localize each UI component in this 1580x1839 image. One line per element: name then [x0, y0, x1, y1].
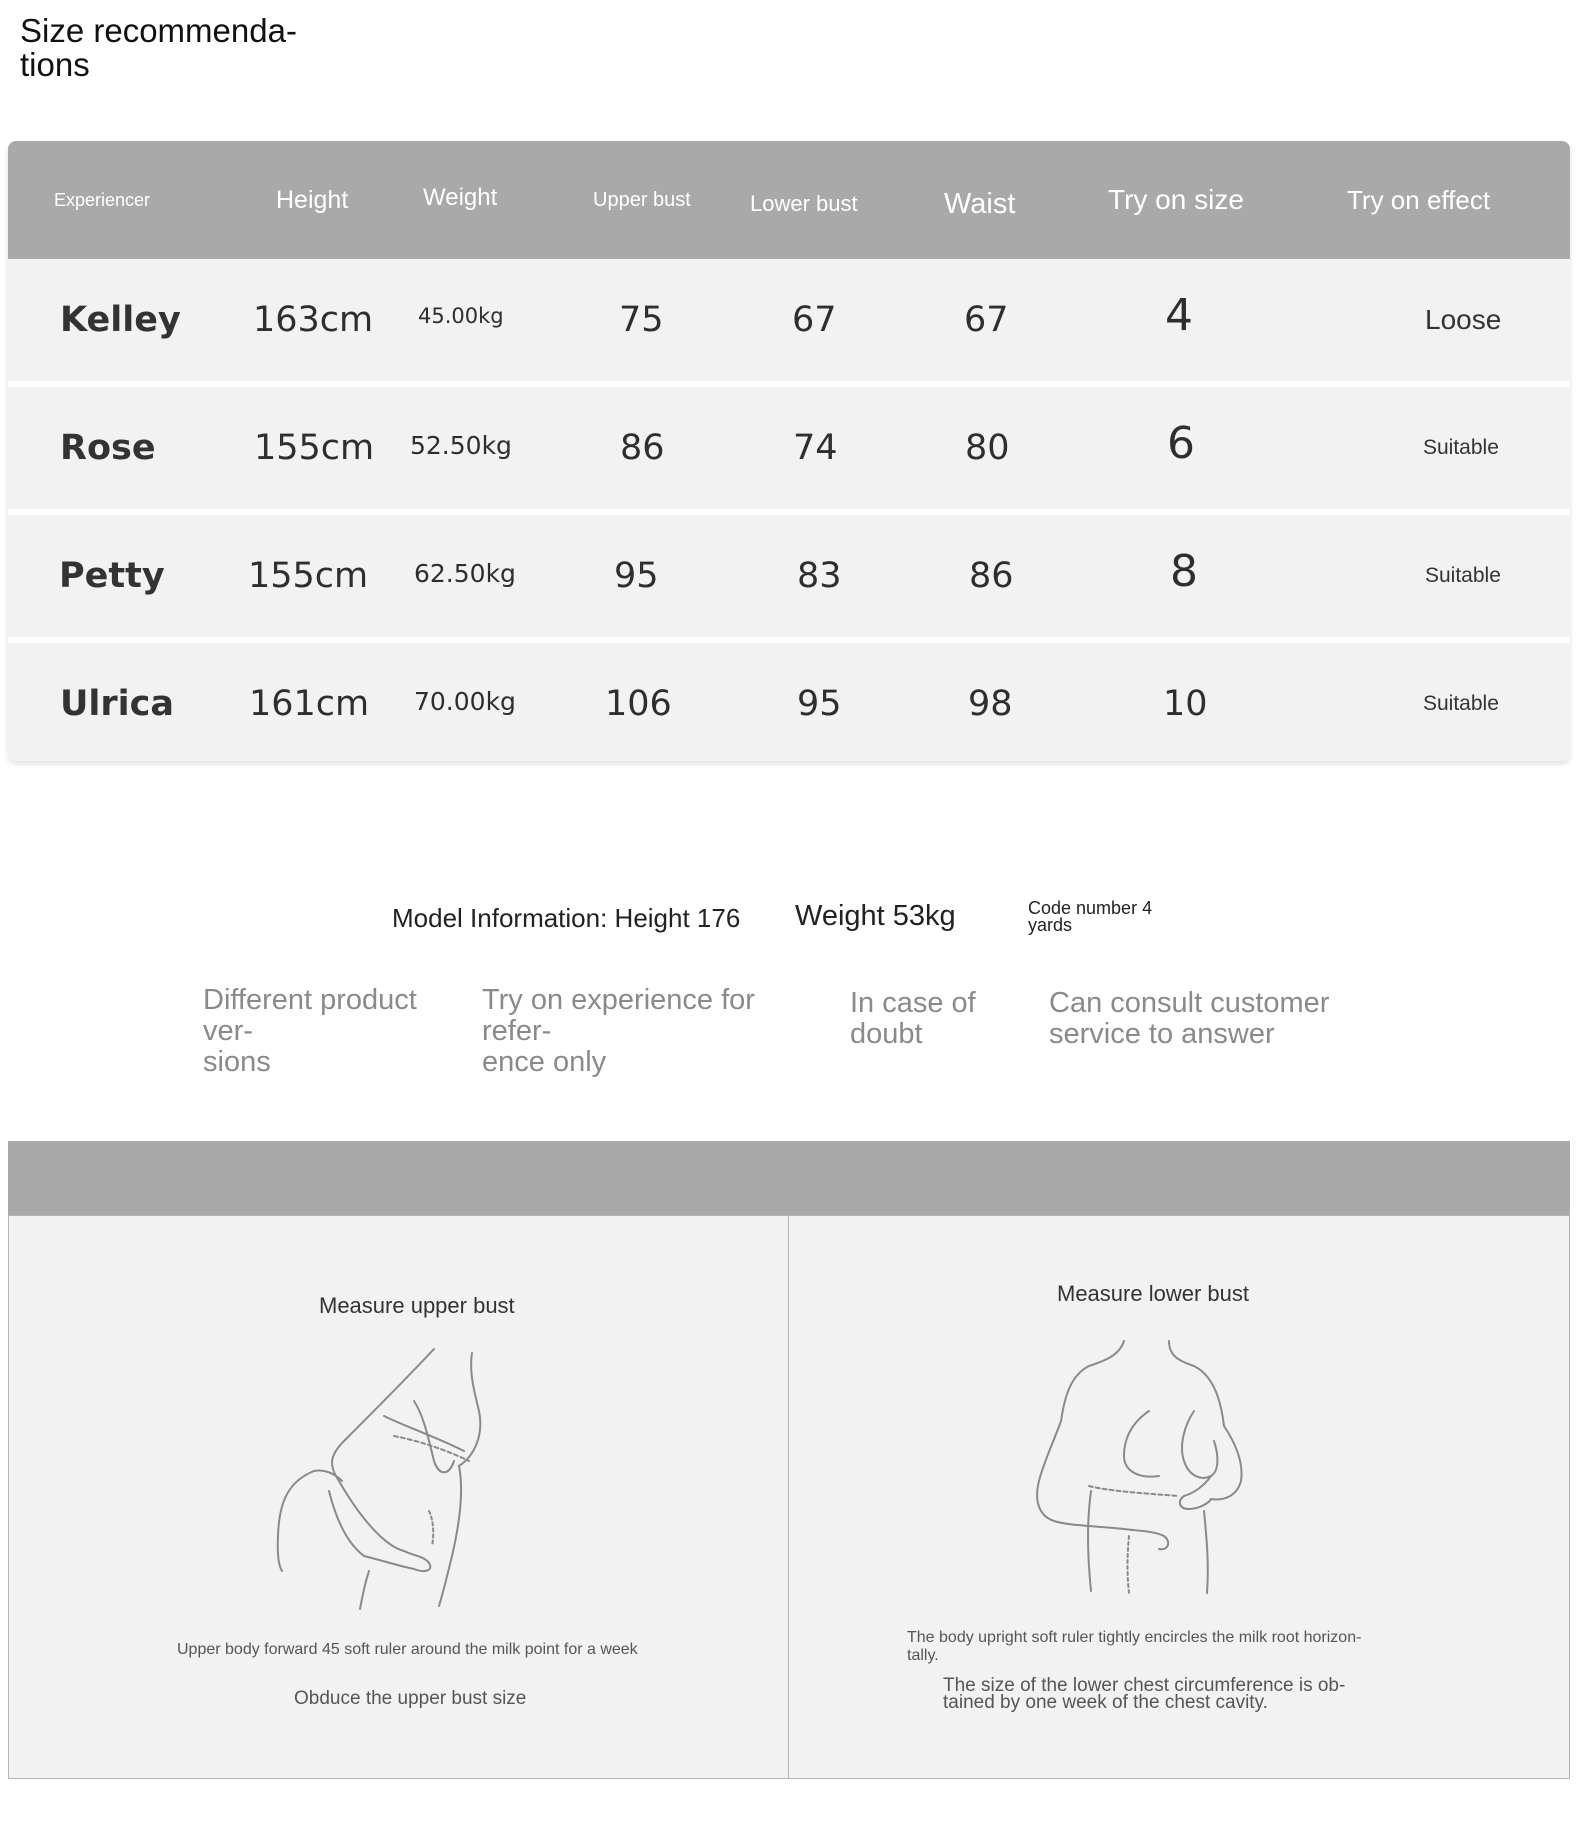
- model-height: Model Information: Height 176: [392, 903, 741, 933]
- cell-height: 155cm: [254, 428, 375, 468]
- cell-upper-bust: 75: [619, 300, 664, 340]
- measure-lower-title: Measure lower bust: [1057, 1281, 1249, 1306]
- cell-upper-bust: 86: [620, 428, 665, 468]
- header-try-on-size: Try on size: [1108, 184, 1244, 215]
- cell-height: 161cm: [249, 684, 370, 724]
- cell-name: Kelley: [60, 300, 181, 340]
- header-experiencer: Experiencer: [54, 190, 151, 210]
- cell-size: 6: [1167, 418, 1195, 469]
- cell-upper-bust: 106: [605, 684, 672, 724]
- table-row: [8, 643, 1570, 761]
- cell-waist: 80: [965, 428, 1010, 468]
- cell-height: 163cm: [253, 300, 374, 340]
- measure-lower-desc: The body upright soft ruler tightly encircles the milk root horizon- tally.: [907, 1629, 1362, 1664]
- lower-bust-figure-icon: [1029, 1331, 1269, 1601]
- table-row: [8, 259, 1570, 381]
- measure-upper-desc: Upper body forward 45 soft ruler around the milk point for a week: [177, 1641, 638, 1658]
- measure-lower-result: The size of the lower chest circumference is ob- tained by one week of the chest cavity.: [943, 1675, 1346, 1713]
- cell-lower-bust: 95: [797, 684, 842, 724]
- cell-weight: 62.50kg: [414, 559, 516, 588]
- cell-name: Ulrica: [60, 684, 175, 724]
- cell-name: Rose: [60, 428, 156, 468]
- measure-section: [8, 1141, 1570, 1781]
- header-try-on-effect: Try on effect: [1347, 185, 1491, 215]
- header-waist: Waist: [944, 188, 1016, 220]
- cell-lower-bust: 74: [793, 428, 838, 468]
- measure-upper-panel: [8, 1215, 790, 1779]
- cell-size: 10: [1163, 684, 1208, 724]
- table-row: [8, 515, 1570, 637]
- measure-header-bar: [8, 1141, 1570, 1215]
- table-row: [8, 387, 1570, 509]
- cell-weight: 70.00kg: [414, 687, 516, 716]
- cell-lower-bust: 83: [797, 556, 842, 596]
- cell-effect: Suitable: [1423, 436, 1499, 459]
- size-table: [8, 141, 1570, 761]
- cell-effect: Loose: [1425, 304, 1502, 335]
- header-lower-bust: Lower bust: [750, 191, 858, 216]
- cell-weight: 52.50kg: [410, 431, 512, 460]
- cell-waist: 86: [969, 556, 1014, 596]
- header-upper-bust: Upper bust: [593, 189, 691, 211]
- cell-effect: Suitable: [1425, 564, 1501, 587]
- upper-bust-figure-icon: [274, 1341, 514, 1611]
- table-header: [8, 141, 1570, 259]
- note-in-case-of-doubt: In case of doubt: [850, 987, 976, 1050]
- note-product-versions: Different product ver- sions: [203, 984, 417, 1078]
- cell-effect: Suitable: [1423, 692, 1499, 715]
- page-title: Size recommenda- tions: [20, 12, 297, 83]
- cell-size: 4: [1165, 290, 1193, 341]
- model-weight: Weight 53kg: [795, 900, 956, 932]
- cell-height: 155cm: [248, 556, 369, 596]
- note-consult-service: Can consult customer service to answer: [1049, 987, 1330, 1050]
- cell-upper-bust: 95: [614, 556, 659, 596]
- cell-lower-bust: 67: [792, 300, 837, 340]
- cell-size: 8: [1170, 546, 1198, 597]
- cell-weight: 45.00kg: [418, 304, 504, 328]
- cell-waist: 98: [968, 684, 1013, 724]
- cell-waist: 67: [964, 300, 1009, 340]
- measure-upper-result: Obduce the upper bust size: [294, 1688, 527, 1709]
- model-code: Code number 4 yards: [1028, 898, 1153, 935]
- cell-name: Petty: [59, 556, 165, 596]
- header-weight: Weight: [423, 184, 498, 211]
- measure-upper-title: Measure upper bust: [319, 1293, 515, 1318]
- measure-lower-panel: [788, 1215, 1570, 1779]
- header-height: Height: [276, 186, 349, 214]
- note-reference-only: Try on experience for refer- ence only: [482, 984, 755, 1078]
